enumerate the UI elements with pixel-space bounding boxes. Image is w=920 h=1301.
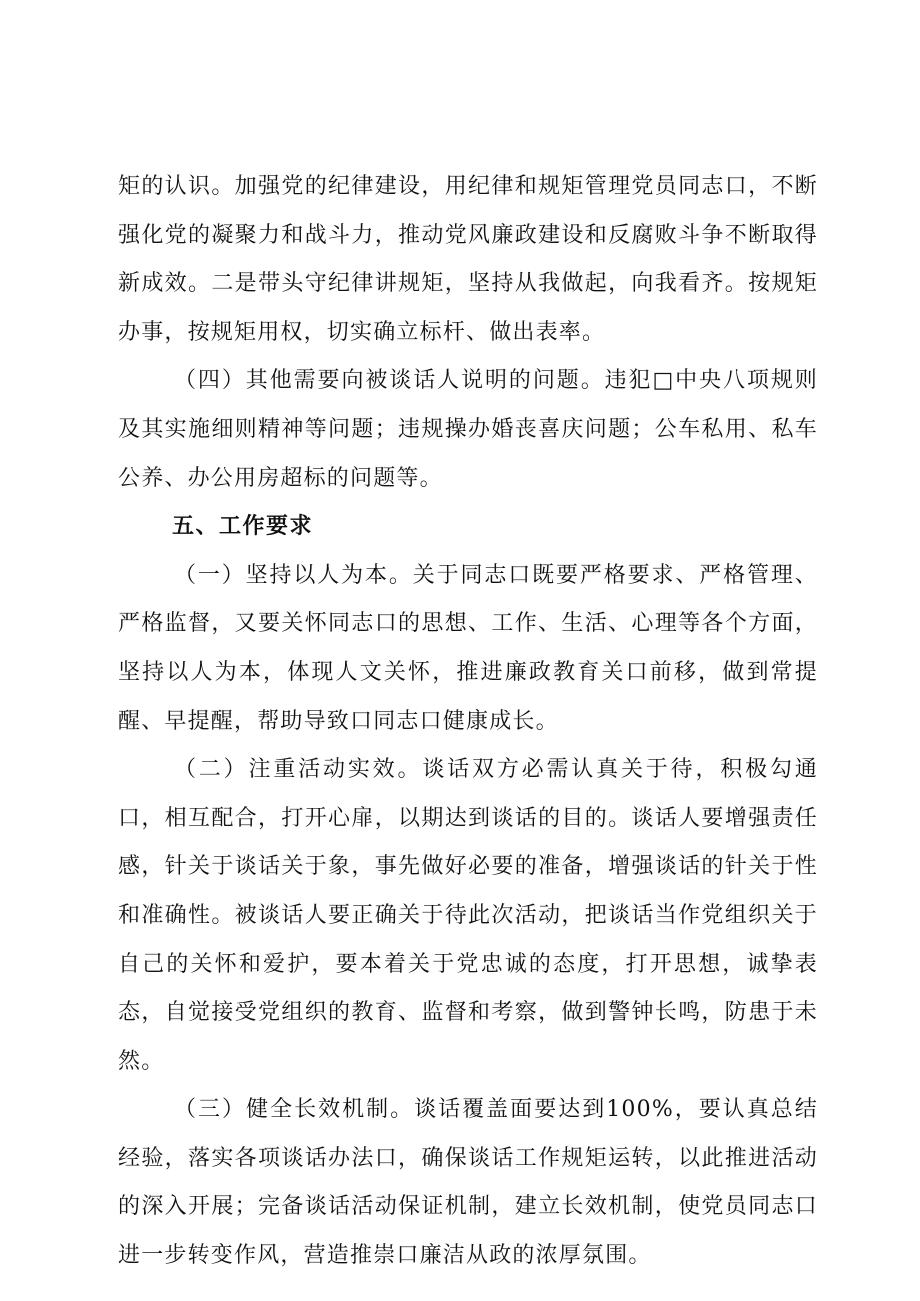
paragraph-requirement-3: （三）健全长效机制。谈话覆盖面要达到100%，要认真总结经验，落实各项谈话办法口，确保谈话工作规矩运转，以此推进活动的深入开展；完备谈话活动保证机制，建立长效机制，使党员同志口进一步转变作风，营造推崇口廉洁从政的浓厚氛围。 bbox=[118, 1097, 818, 1269]
paragraph-item-4: （四）其他需要向被谈话人说明的问题。违犯□中央八项规则及其实施细则精神等问题；违规操办婚丧喜庆问题；公车私用、私车公养、办公用房超标的问题等。 bbox=[118, 368, 818, 491]
paragraph-requirement-2: （二）注重活动实效。谈话双方必需认真关于待，积极勾通口，相互配合，打开心扉，以期达到谈话的目的。谈话人要增强责任感，针关于谈话关于象，事先做好必要的准备，增强谈话的针关于性和准确性。被谈话人要正确关于待此次活动，把谈话当作党组织关于自己的关怀和爱护，要本着关于党忠诚的态度，打开思想，诚挚表态，自觉接受党组织的教育、监督和考察，做到警钟长鸣，防患于未然。 bbox=[118, 757, 818, 1074]
document-body bbox=[118, 163, 818, 1281]
paragraph-continued: 矩的认识。加强党的纪律建设，用纪律和规矩管理党员同志口，不断强化党的凝聚力和战斗力，推动党风廉政建设和反腐败斗争不断取得新成效。二是带头守纪律讲规矩，坚持从我做起，向我看齐。按规矩办事，按规矩用权，切实确立标杆、做出表率。 bbox=[118, 174, 818, 345]
section-heading: 五、工作要求 bbox=[172, 514, 314, 540]
paragraph-requirement-1: （一）坚持以人为本。关于同志口既要严格要求、严格管理、严格监督，又要关怀同志口的思想、工作、生活、心理等各个方面，坚持以人为本，体现人文关怀，推进廉政教育关口前移，做到常提醒、早提醒，帮助导致口同志口健康成长。 bbox=[118, 562, 818, 734]
